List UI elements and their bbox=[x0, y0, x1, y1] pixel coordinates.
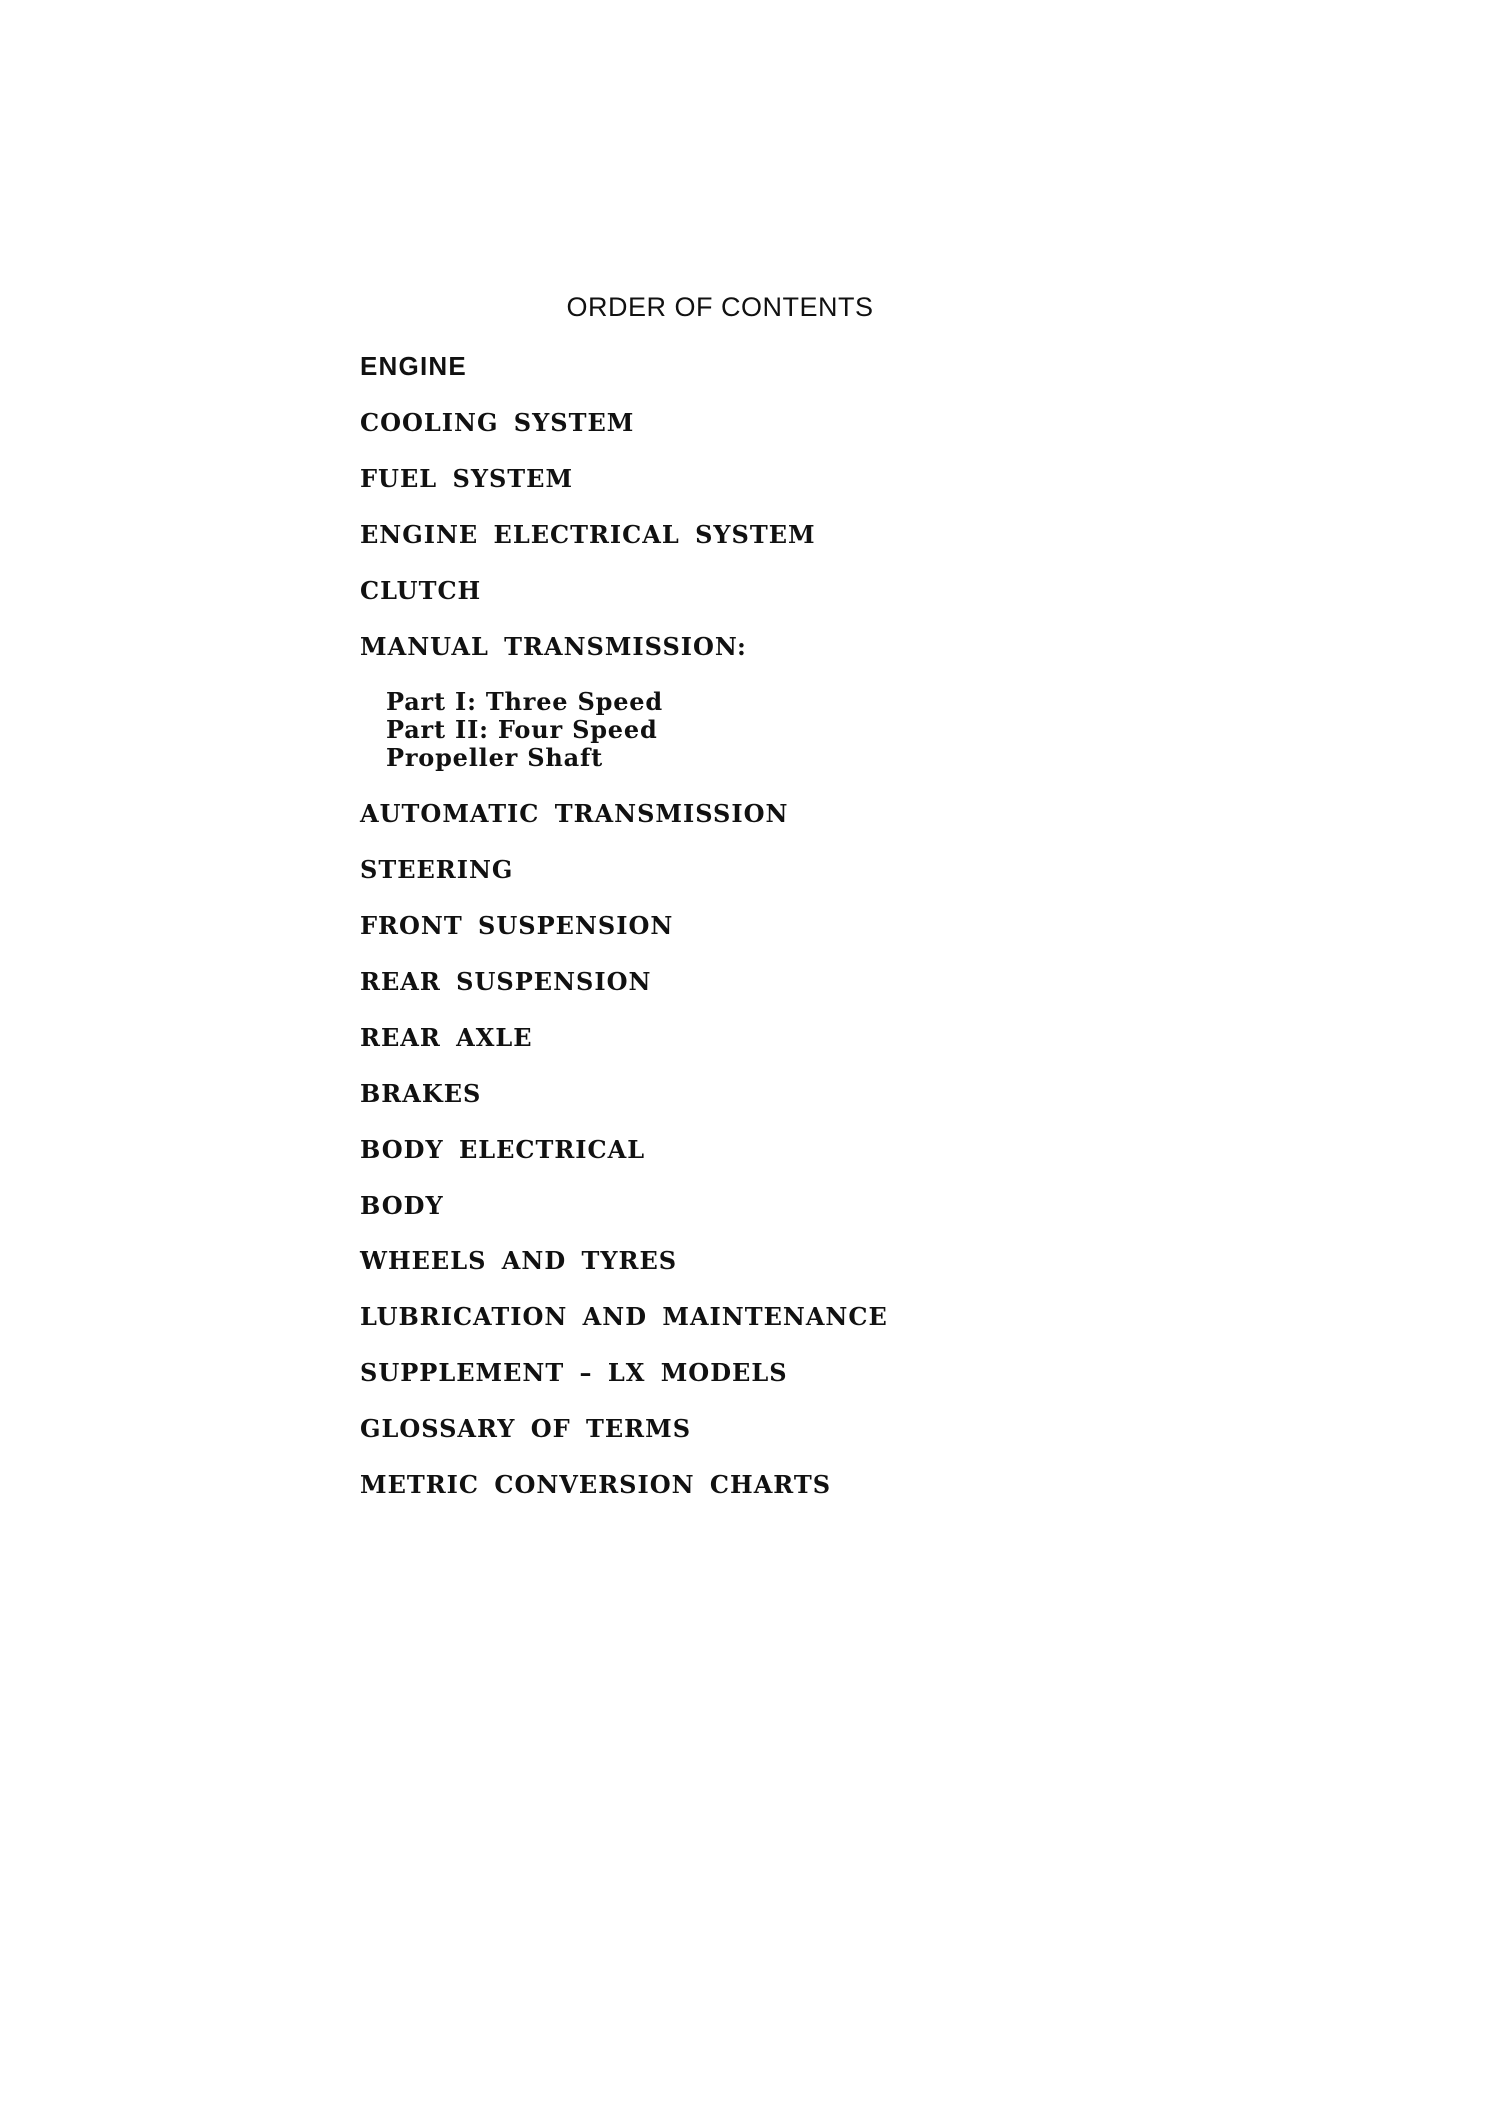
toc-entry-fuel-system: FUEL SYSTEM bbox=[360, 464, 574, 493]
toc-entry-body-electrical: BODY ELECTRICAL bbox=[360, 1135, 646, 1164]
toc-entry-metric-conversion-charts: METRIC CONVERSION CHARTS bbox=[360, 1470, 832, 1499]
toc-entry-manual-transmission: MANUAL TRANSMISSION: bbox=[360, 632, 747, 661]
manual-transmission-parts bbox=[386, 688, 663, 772]
toc-entry-steering: STEERING bbox=[360, 855, 514, 884]
toc-entry-engine-electrical-system: ENGINE ELECTRICAL SYSTEM bbox=[360, 520, 816, 549]
toc-subentry-four-speed: Part II: Four Speed bbox=[386, 715, 658, 744]
toc-entry-wheels-and-tyres: WHEELS AND TYRES bbox=[360, 1246, 678, 1275]
toc-entry-automatic-transmission: AUTOMATIC TRANSMISSION bbox=[360, 799, 789, 828]
toc-entry-lubrication-and-maintenance: LUBRICATION AND MAINTENANCE bbox=[360, 1302, 888, 1331]
toc-entry-supplement-lx-models: SUPPLEMENT – LX MODELS bbox=[360, 1358, 788, 1387]
toc-entry-brakes: BRAKES bbox=[360, 1079, 482, 1108]
toc-subentry-propeller-shaft: Propeller Shaft bbox=[386, 743, 603, 772]
toc-entry-cooling-system: COOLING SYSTEM bbox=[360, 408, 635, 437]
toc-entry-clutch: CLUTCH bbox=[360, 576, 482, 605]
toc-entry-engine: ENGINE bbox=[360, 351, 467, 381]
toc-subentry-three-speed: Part I: Three Speed bbox=[386, 687, 663, 716]
toc-entry-glossary-of-terms: GLOSSARY OF TERMS bbox=[360, 1414, 692, 1443]
toc-entry-body: BODY bbox=[360, 1191, 444, 1220]
page-title: ORDER OF CONTENTS bbox=[566, 292, 874, 322]
toc-entry-front-suspension: FRONT SUSPENSION bbox=[360, 911, 674, 940]
toc-entry-rear-suspension: REAR SUSPENSION bbox=[360, 967, 652, 996]
toc-entry-rear-axle: REAR AXLE bbox=[360, 1023, 533, 1052]
